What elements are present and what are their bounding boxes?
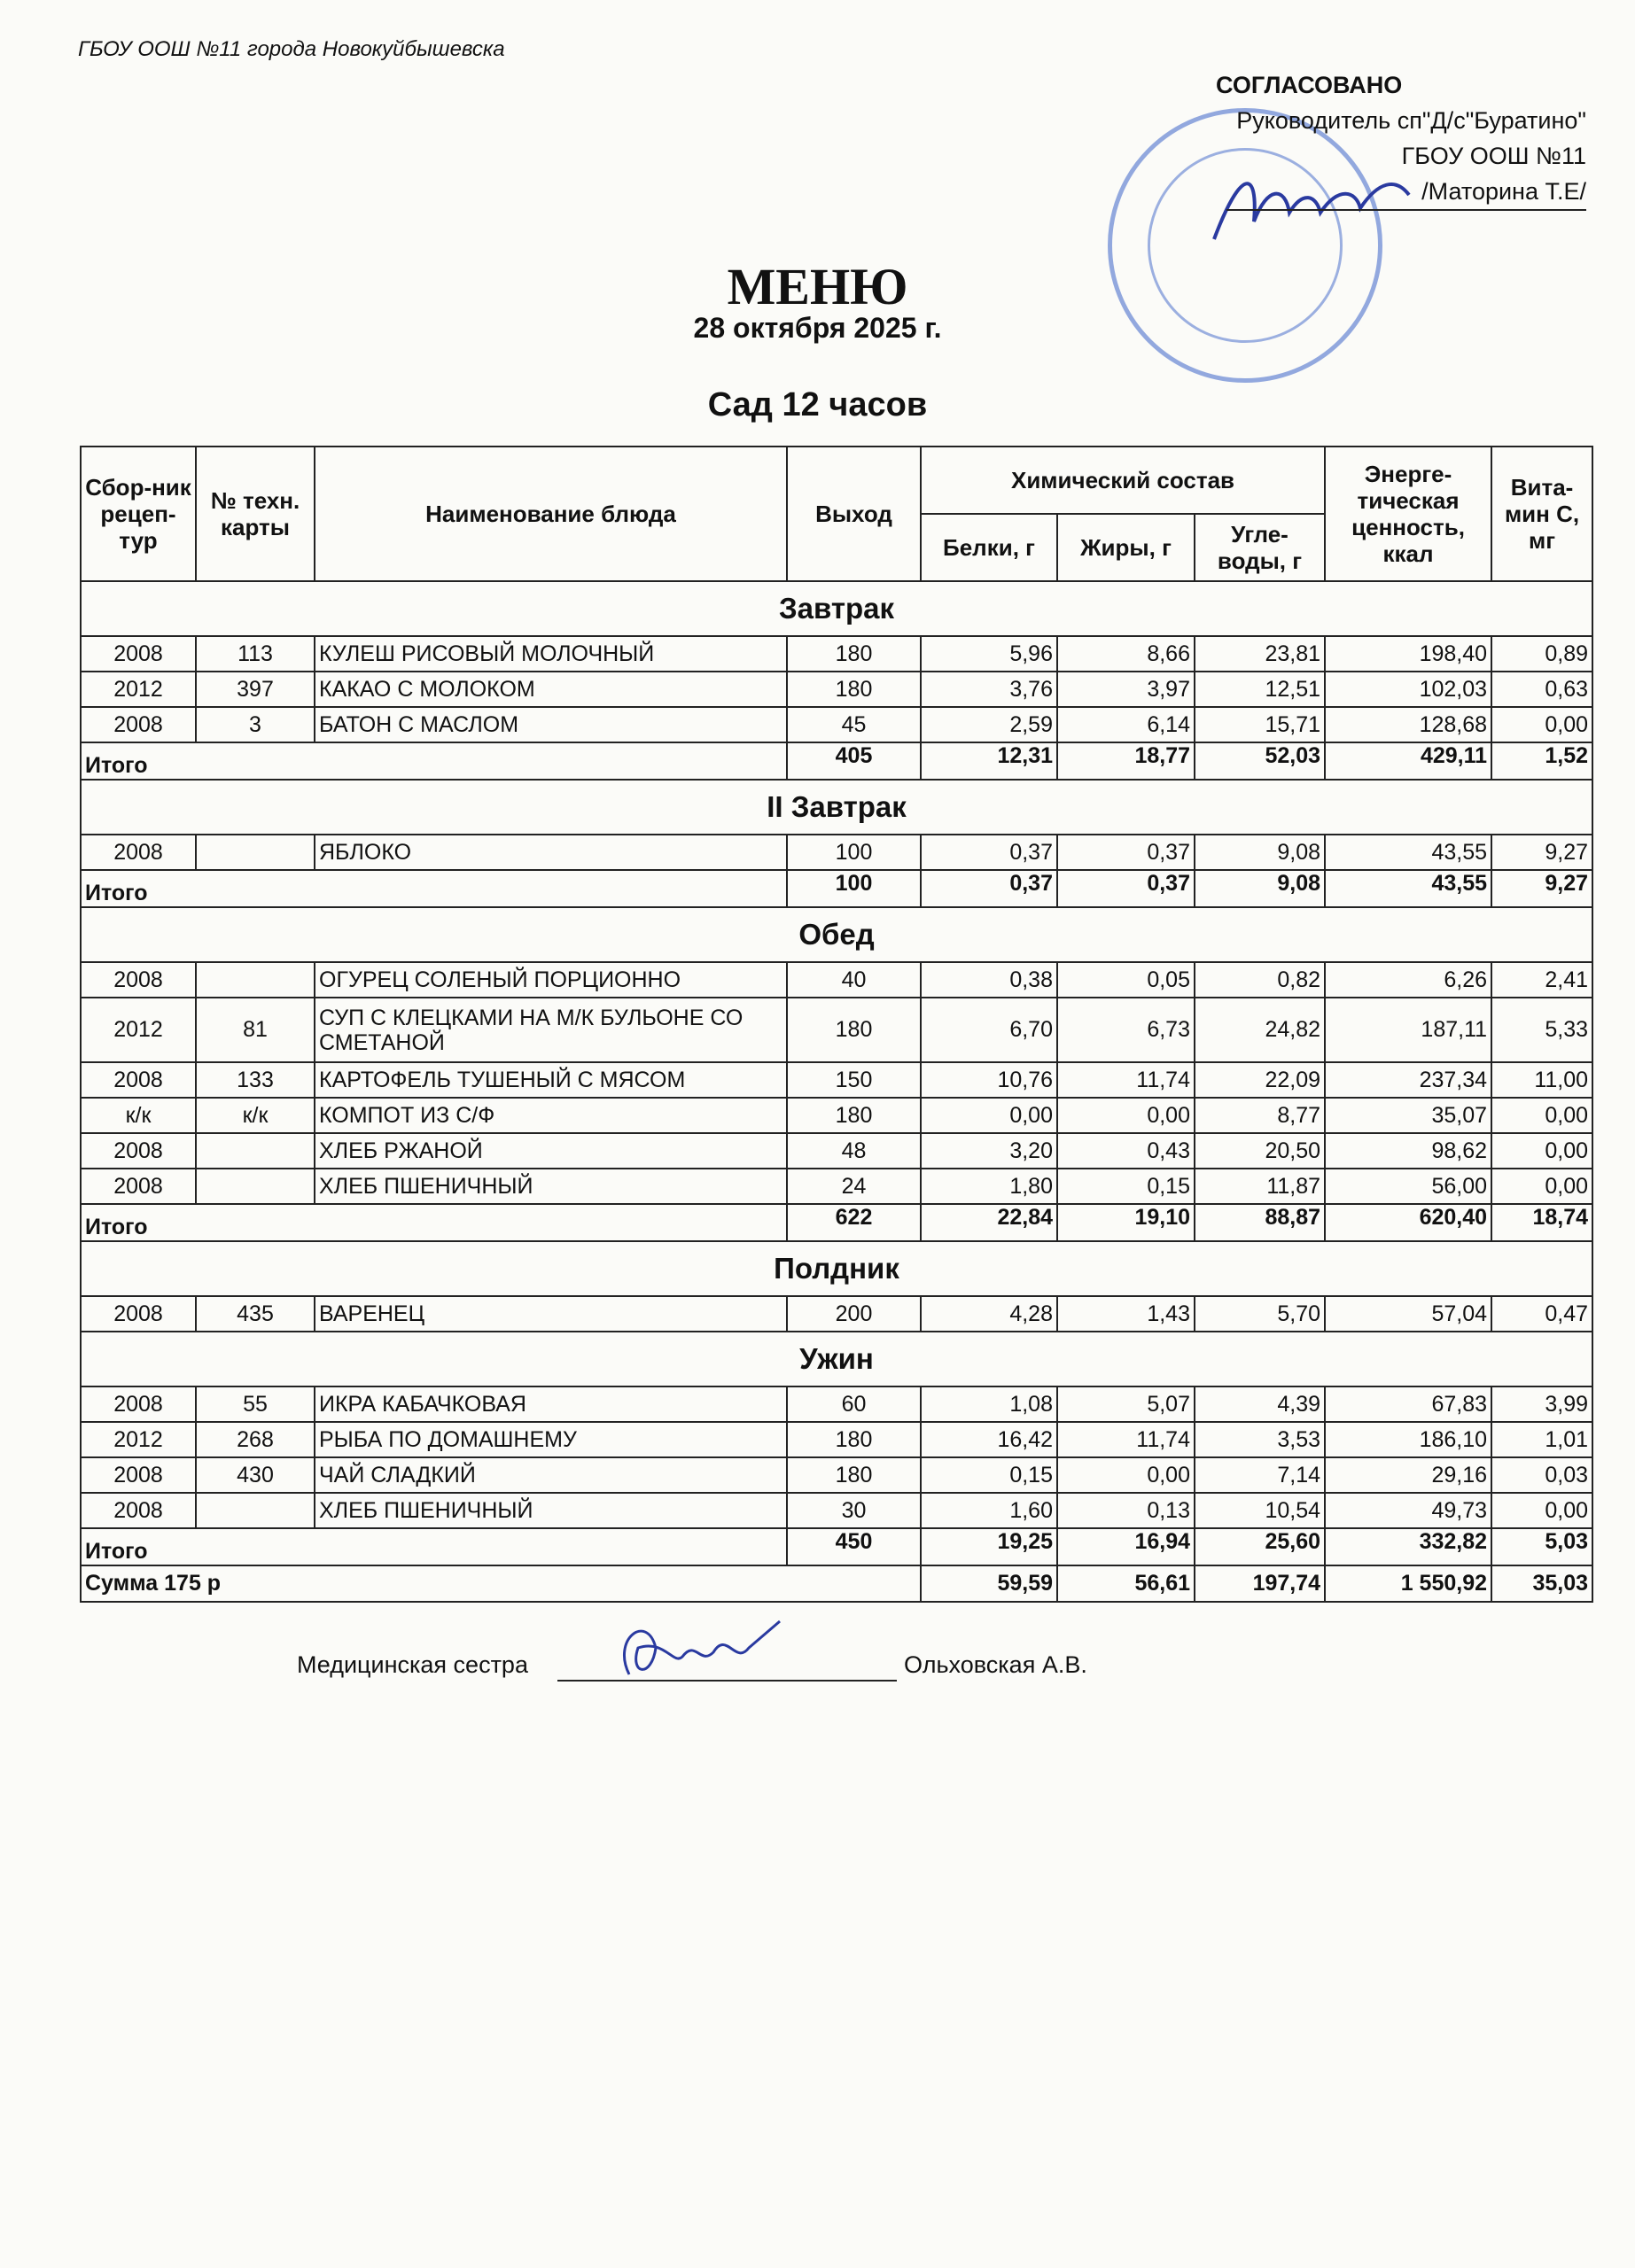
header-name: Наименование блюда — [315, 447, 787, 581]
table-row — [81, 1457, 1592, 1493]
table-cell: 49,73 — [1325, 1493, 1491, 1528]
table-cell: 8,66 — [1057, 636, 1195, 672]
total-row — [81, 1204, 1592, 1241]
table-cell: 430 — [196, 1457, 315, 1493]
table-cell: 1,43 — [1057, 1296, 1195, 1332]
table-cell: 3,97 — [1057, 672, 1195, 707]
table-row — [81, 636, 1592, 672]
table-cell: 198,40 — [1325, 636, 1491, 672]
grand-total-value: 197,74 — [1195, 1565, 1325, 1602]
table-cell: 8,77 — [1195, 1098, 1325, 1133]
table-cell: 0,38 — [921, 962, 1057, 998]
table-cell: БАТОН С МАСЛОМ — [315, 707, 787, 742]
total-value: 88,87 — [1195, 1204, 1325, 1241]
table-row — [81, 998, 1592, 1062]
table-cell: 3,20 — [921, 1133, 1057, 1169]
total-value: 25,60 — [1195, 1528, 1325, 1565]
total-value: 18,74 — [1491, 1204, 1592, 1241]
table-cell: 0,47 — [1491, 1296, 1592, 1332]
total-value: 622 — [787, 1204, 921, 1241]
table-cell: КУЛЕШ РИСОВЫЙ МОЛОЧНЫЙ — [315, 636, 787, 672]
table-cell: 0,00 — [1057, 1457, 1195, 1493]
approval-title: СОГЛАСОВАНО — [1216, 72, 1403, 98]
table-cell: 0,37 — [1057, 835, 1195, 870]
table-cell: 10,76 — [921, 1062, 1057, 1098]
table-cell — [196, 1133, 315, 1169]
nurse-label: Медицинская сестра — [297, 1651, 528, 1678]
total-value: 9,08 — [1195, 870, 1325, 907]
table-cell: 20,50 — [1195, 1133, 1325, 1169]
table-cell: 3,76 — [921, 672, 1057, 707]
table-cell: 55 — [196, 1386, 315, 1422]
section-row — [81, 907, 1592, 962]
table-cell: 0,00 — [1491, 707, 1592, 742]
table-cell: 11,87 — [1195, 1169, 1325, 1204]
grand-total-value: 1 550,92 — [1325, 1565, 1491, 1602]
table-cell: 5,96 — [921, 636, 1057, 672]
nurse-signature — [611, 1612, 789, 1692]
section-row — [81, 780, 1592, 835]
table-cell: 2008 — [81, 1296, 196, 1332]
header-output: Выход — [787, 447, 921, 581]
table-cell: ЧАЙ СЛАДКИЙ — [315, 1457, 787, 1493]
table-cell: 0,13 — [1057, 1493, 1195, 1528]
section-row — [81, 581, 1592, 636]
table-cell: 1,80 — [921, 1169, 1057, 1204]
table-row — [81, 707, 1592, 742]
table-cell: 9,08 — [1195, 835, 1325, 870]
page-title: МЕНЮ — [727, 258, 908, 315]
table-cell: 0,00 — [1057, 1098, 1195, 1133]
table-cell: 133 — [196, 1062, 315, 1098]
total-row — [81, 1528, 1592, 1565]
table-cell: 11,74 — [1057, 1422, 1195, 1457]
table-cell: 2008 — [81, 1169, 196, 1204]
table-cell: 0,63 — [1491, 672, 1592, 707]
table-cell: 7,14 — [1195, 1457, 1325, 1493]
approval-line2: ГБОУ ООШ №11 — [1401, 143, 1586, 169]
table-cell: 24,82 — [1195, 998, 1325, 1062]
table-cell: 43,55 — [1325, 835, 1491, 870]
table-cell: 128,68 — [1325, 707, 1491, 742]
table-cell: 2008 — [81, 835, 196, 870]
table-cell: 0,43 — [1057, 1133, 1195, 1169]
table-cell: 397 — [196, 672, 315, 707]
table-cell: 180 — [787, 1457, 921, 1493]
organization-name: ГБОУ ООШ №11 города Новокуйбышевска — [78, 37, 505, 61]
table-cell: 23,81 — [1195, 636, 1325, 672]
section-title: II Завтрак — [81, 780, 1592, 835]
table-cell: 30 — [787, 1493, 921, 1528]
header-energy: Энерге-тическая ценность, ккал — [1325, 447, 1491, 581]
table-cell: 2008 — [81, 962, 196, 998]
table-cell: 180 — [787, 1098, 921, 1133]
table-cell: 0,00 — [921, 1098, 1057, 1133]
table-cell: 4,28 — [921, 1296, 1057, 1332]
table-cell — [196, 962, 315, 998]
total-value: 5,03 — [1491, 1528, 1592, 1565]
table-cell: 5,70 — [1195, 1296, 1325, 1332]
table-cell: 2008 — [81, 1493, 196, 1528]
total-label: Итого — [81, 1528, 787, 1565]
grand-total-value: 35,03 — [1491, 1565, 1592, 1602]
table-cell: 56,00 — [1325, 1169, 1491, 1204]
table-cell: 2,41 — [1491, 962, 1592, 998]
approval-line1: Руководитель сп"Д/с"Буратино" — [1236, 107, 1586, 134]
table-row — [81, 962, 1592, 998]
table-row — [81, 835, 1592, 870]
table-cell: ВАРЕНЕЦ — [315, 1296, 787, 1332]
table-cell: 6,26 — [1325, 962, 1491, 998]
header-chem: Химический состав — [921, 447, 1325, 514]
table-cell: 60 — [787, 1386, 921, 1422]
table-row — [81, 1133, 1592, 1169]
table-cell: 6,73 — [1057, 998, 1195, 1062]
table-cell: 0,15 — [1057, 1169, 1195, 1204]
approval-line3: /Маторина Т.Е/ — [1226, 174, 1586, 211]
total-value: 429,11 — [1325, 742, 1491, 780]
total-value: 405 — [787, 742, 921, 780]
table-cell: 3 — [196, 707, 315, 742]
table-cell: КАРТОФЕЛЬ ТУШЕНЫЙ С МЯСОМ — [315, 1062, 787, 1098]
header-card: № техн. карты — [196, 447, 315, 581]
section-title: Полдник — [81, 1241, 1592, 1296]
table-cell: 98,62 — [1325, 1133, 1491, 1169]
table-cell: 81 — [196, 998, 315, 1062]
table-cell: 150 — [787, 1062, 921, 1098]
table-cell: 11,74 — [1057, 1062, 1195, 1098]
table-cell: 40 — [787, 962, 921, 998]
table-cell: 180 — [787, 672, 921, 707]
table-cell: 187,11 — [1325, 998, 1491, 1062]
table-cell: к/к — [196, 1098, 315, 1133]
table-cell: ХЛЕБ ПШЕНИЧНЫЙ — [315, 1493, 787, 1528]
table-row — [81, 1296, 1592, 1332]
table-cell: 29,16 — [1325, 1457, 1491, 1493]
nurse-name: Ольховская А.В. — [904, 1651, 1087, 1678]
table-cell: 16,42 — [921, 1422, 1057, 1457]
table-cell: 4,39 — [1195, 1386, 1325, 1422]
menu-subtitle: Сад 12 часов — [707, 386, 928, 423]
table-cell: 2008 — [81, 1062, 196, 1098]
table-cell: 12,51 — [1195, 672, 1325, 707]
total-label: Итого — [81, 1204, 787, 1241]
table-cell: 24 — [787, 1169, 921, 1204]
total-row — [81, 870, 1592, 907]
table-cell: 0,03 — [1491, 1457, 1592, 1493]
table-row — [81, 1386, 1592, 1422]
section-row — [81, 1332, 1592, 1386]
total-row — [81, 742, 1592, 780]
table-cell: 0,00 — [1491, 1169, 1592, 1204]
table-cell: 186,10 — [1325, 1422, 1491, 1457]
header-collection: Сбор-ник рецеп-тур — [81, 447, 196, 581]
total-label: Итого — [81, 870, 787, 907]
table-row — [81, 1169, 1592, 1204]
table-row — [81, 1062, 1592, 1098]
table-cell: 0,37 — [921, 835, 1057, 870]
header-carbs: Угле-воды, г — [1195, 514, 1325, 581]
grand-total-value: 59,59 — [921, 1565, 1057, 1602]
table-cell: 9,27 — [1491, 835, 1592, 870]
table-row — [81, 1422, 1592, 1457]
table-cell: 180 — [787, 1422, 921, 1457]
table-cell: КАКАО С МОЛОКОМ — [315, 672, 787, 707]
header-vitc: Вита-мин С, мг — [1491, 447, 1592, 581]
table-cell: 1,60 — [921, 1493, 1057, 1528]
table-cell: 22,09 — [1195, 1062, 1325, 1098]
table-cell: 200 — [787, 1296, 921, 1332]
table-cell: 10,54 — [1195, 1493, 1325, 1528]
table-cell: 1,01 — [1491, 1422, 1592, 1457]
table-cell — [196, 835, 315, 870]
table-row — [81, 1098, 1592, 1133]
table-cell: к/к — [81, 1098, 196, 1133]
table-cell: 2012 — [81, 998, 196, 1062]
total-value: 43,55 — [1325, 870, 1491, 907]
table-cell: 5,33 — [1491, 998, 1592, 1062]
grand-total-label: Сумма 175 р — [81, 1565, 921, 1602]
table-cell: 0,15 — [921, 1457, 1057, 1493]
table-cell: 57,04 — [1325, 1296, 1491, 1332]
header-protein: Белки, г — [921, 514, 1057, 581]
table-cell: 0,00 — [1491, 1133, 1592, 1169]
table-cell: 2008 — [81, 636, 196, 672]
total-value: 22,84 — [921, 1204, 1057, 1241]
table-cell: 102,03 — [1325, 672, 1491, 707]
table-cell: 6,14 — [1057, 707, 1195, 742]
total-value: 100 — [787, 870, 921, 907]
table-cell: 0,00 — [1491, 1493, 1592, 1528]
table-cell: 2008 — [81, 1386, 196, 1422]
grand-total-row — [81, 1565, 1592, 1602]
section-title: Завтрак — [81, 581, 1592, 636]
table-cell: 268 — [196, 1422, 315, 1457]
table-cell — [196, 1493, 315, 1528]
grand-total-value: 56,61 — [1057, 1565, 1195, 1602]
total-value: 1,52 — [1491, 742, 1592, 780]
table-cell: 180 — [787, 636, 921, 672]
table-row — [81, 672, 1592, 707]
table-cell: 2012 — [81, 1422, 196, 1457]
total-value: 450 — [787, 1528, 921, 1565]
table-cell: СУП С КЛЕЦКАМИ НА М/К БУЛЬОНЕ СО СМЕТАНОЙ — [315, 998, 787, 1062]
table-cell: 6,70 — [921, 998, 1057, 1062]
total-value: 19,10 — [1057, 1204, 1195, 1241]
total-label: Итого — [81, 742, 787, 780]
table-cell: 2008 — [81, 707, 196, 742]
total-value: 19,25 — [921, 1528, 1057, 1565]
table-cell: 180 — [787, 998, 921, 1062]
section-title: Обед — [81, 907, 1592, 962]
table-cell: 435 — [196, 1296, 315, 1332]
total-value: 16,94 — [1057, 1528, 1195, 1565]
table-cell: 113 — [196, 636, 315, 672]
table-cell: ЯБЛОКО — [315, 835, 787, 870]
menu-table — [80, 446, 1593, 1603]
table-cell: ХЛЕБ РЖАНОЙ — [315, 1133, 787, 1169]
table-cell: 2008 — [81, 1457, 196, 1493]
table-row — [81, 1493, 1592, 1528]
table-cell: 45 — [787, 707, 921, 742]
table-cell: ИКРА КАБАЧКОВАЯ — [315, 1386, 787, 1422]
total-value: 332,82 — [1325, 1528, 1491, 1565]
table-cell: 11,00 — [1491, 1062, 1592, 1098]
total-value: 52,03 — [1195, 742, 1325, 780]
total-value: 12,31 — [921, 742, 1057, 780]
table-cell: ОГУРЕЦ СОЛЕНЫЙ ПОРЦИОННО — [315, 962, 787, 998]
table-cell: 15,71 — [1195, 707, 1325, 742]
table-cell: 0,82 — [1195, 962, 1325, 998]
table-cell: 0,00 — [1491, 1098, 1592, 1133]
table-cell: 1,08 — [921, 1386, 1057, 1422]
table-cell — [196, 1169, 315, 1204]
table-cell: 237,34 — [1325, 1062, 1491, 1098]
table-cell: 67,83 — [1325, 1386, 1491, 1422]
approval-block — [1170, 67, 1586, 211]
menu-date: 28 октября 2025 г. — [693, 312, 942, 344]
header-fat: Жиры, г — [1057, 514, 1195, 581]
total-value: 18,77 — [1057, 742, 1195, 780]
table-cell: 3,99 — [1491, 1386, 1592, 1422]
section-row — [81, 1241, 1592, 1296]
table-cell: 0,05 — [1057, 962, 1195, 998]
table-cell: РЫБА ПО ДОМАШНЕМУ — [315, 1422, 787, 1457]
table-cell: 5,07 — [1057, 1386, 1195, 1422]
table-cell: КОМПОТ ИЗ С/Ф — [315, 1098, 787, 1133]
table-cell: 2012 — [81, 672, 196, 707]
table-cell: 2,59 — [921, 707, 1057, 742]
total-value: 9,27 — [1491, 870, 1592, 907]
table-cell: 48 — [787, 1133, 921, 1169]
table-cell: 100 — [787, 835, 921, 870]
table-cell: 0,89 — [1491, 636, 1592, 672]
total-value: 0,37 — [921, 870, 1057, 907]
table-cell: 35,07 — [1325, 1098, 1491, 1133]
total-value: 0,37 — [1057, 870, 1195, 907]
table-cell: 2008 — [81, 1133, 196, 1169]
total-value: 620,40 — [1325, 1204, 1491, 1241]
table-cell: ХЛЕБ ПШЕНИЧНЫЙ — [315, 1169, 787, 1204]
section-title: Ужин — [81, 1332, 1592, 1386]
table-cell: 3,53 — [1195, 1422, 1325, 1457]
